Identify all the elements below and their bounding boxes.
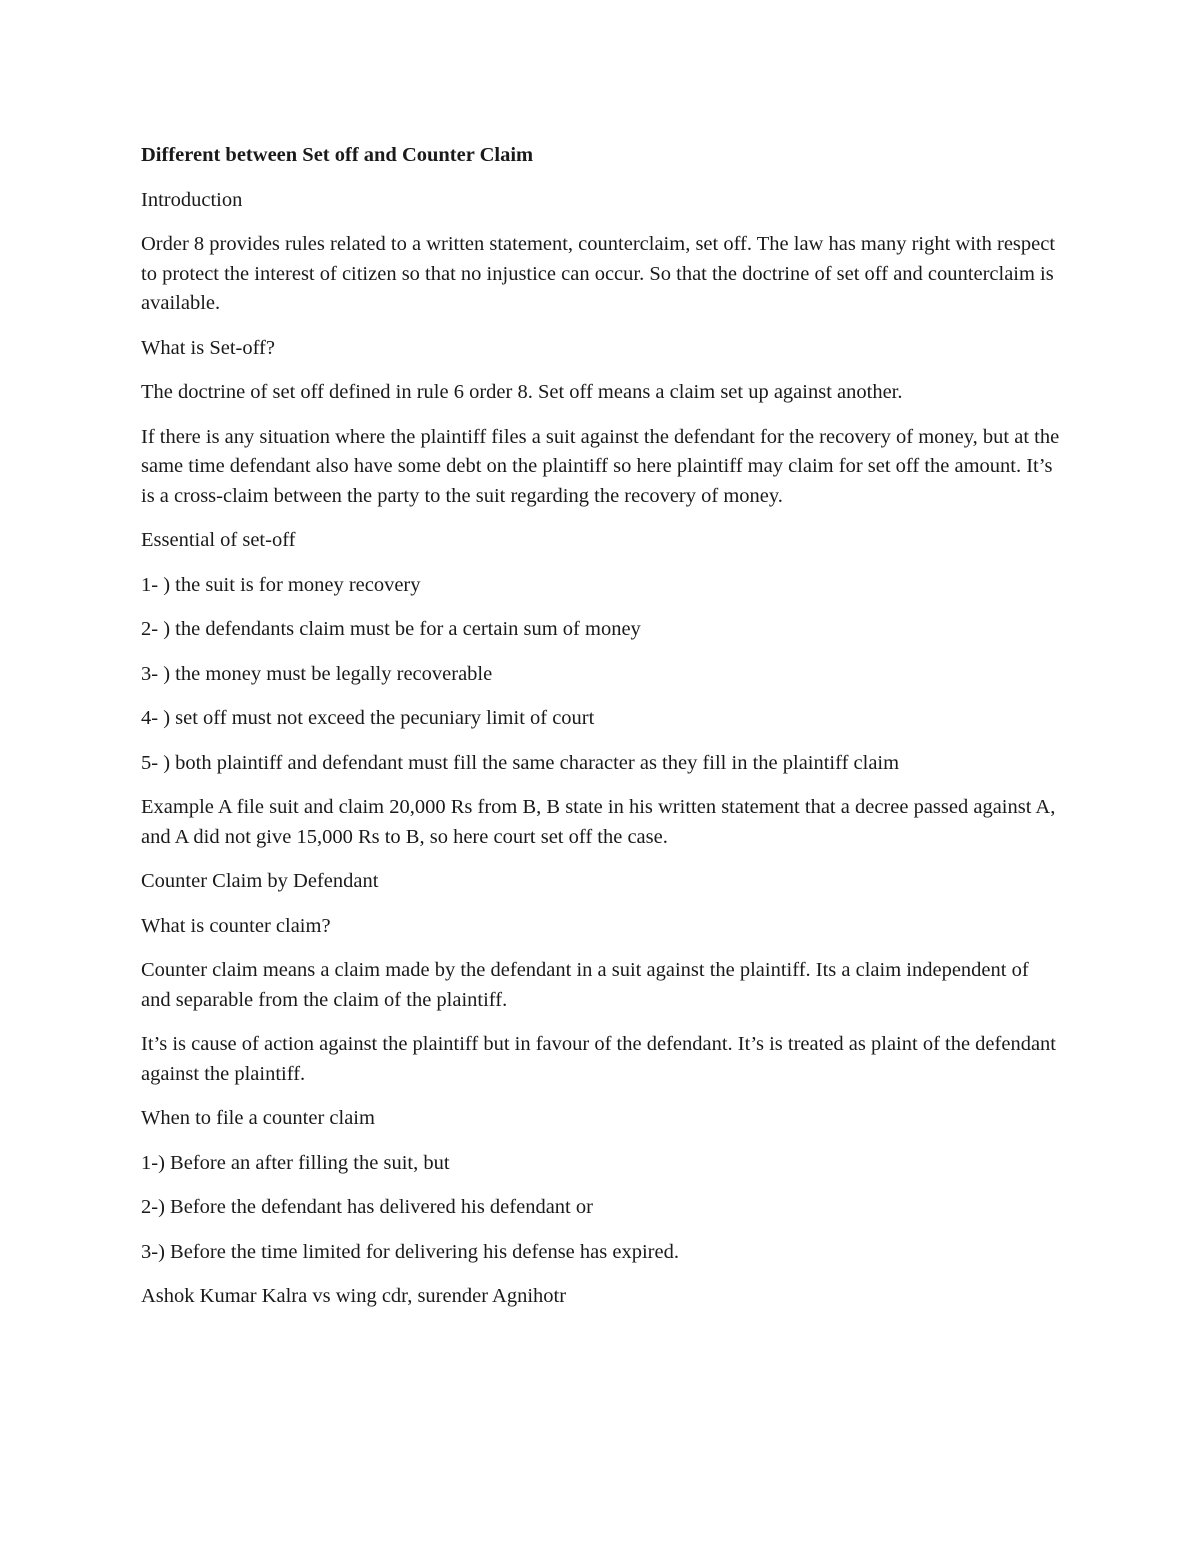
list-item-essential-4: 4- ) set off must not exceed the pecuniary limit of court	[141, 707, 595, 729]
document-page	[141, 141, 1061, 1327]
list-item-essential-3: 3- ) the money must be legally recoverable	[141, 662, 493, 685]
heading-counter-claim-by-defendant: Counter Claim by Defendant	[141, 870, 379, 892]
heading-essential-of-set-off: Essential of set-off	[141, 529, 296, 551]
list-item-when-1: 1-) Before an after filling the suit, but	[141, 1151, 450, 1174]
paragraph-counter-claim-definition: Counter claim means a claim made by the defendant in a suit against the plaintiff. Its a claim independent of and separable from the claim of the plaintiff.	[141, 959, 1029, 1011]
list-item-essential-2: 2- ) the defendants claim must be for a certain sum of money	[141, 618, 641, 640]
paragraph-set-off-definition: The doctrine of set off defined in rule 6 order 8. Set off means a claim set up against another.	[141, 381, 903, 403]
list-item-when-2: 2-) Before the defendant has delivered his defendant or	[141, 1196, 593, 1218]
heading-introduction: Introduction	[141, 188, 243, 211]
heading-what-is-counter-claim: What is counter claim?	[141, 914, 331, 937]
paragraph-set-off-situation: If there is any situation where the plaintiff files a suit against the defendant for the recovery of money, but at the same time defendant also have some debt on the plaintiff so here plaintiff may claim for set off the amount. It’s is a cross-claim between the party to the suit regarding the recovery of money.	[141, 425, 1060, 507]
paragraph-set-off-example: Example A file suit and claim 20,000 Rs from B, B state in his written statement that a decree passed against A, and A did not give 15,000 Rs to B, so here court set off the case.	[141, 796, 1056, 848]
heading-when-to-file: When to file a counter claim	[141, 1107, 375, 1129]
document-title: Different between Set off and Counter Claim	[141, 144, 534, 166]
paragraph-intro-body: Order 8 provides rules related to a written statement, counterclaim, set off. The law has many right with respect to protect the interest of citizen so that no injustice can occur. So that the doctrine of set off and counterclaim is available.	[141, 233, 1056, 314]
list-item-essential-1: 1- ) the suit is for money recovery	[141, 573, 421, 596]
list-item-essential-5: 5- ) both plaintiff and defendant must fill the same character as they fill in the plaintiff claim	[141, 751, 900, 774]
heading-what-is-set-off: What is Set-off?	[141, 336, 275, 359]
paragraph-case-citation: Ashok Kumar Kalra vs wing cdr, surender Agnihotr	[141, 1285, 567, 1307]
paragraph-counter-claim-cause: It’s is cause of action against the plaintiff but in favour of the defendant. It’s is treated as plaint of the defendant against the plaintiff.	[141, 1033, 1057, 1085]
list-item-when-3: 3-) Before the time limited for delivering his defense has expired.	[141, 1240, 679, 1263]
